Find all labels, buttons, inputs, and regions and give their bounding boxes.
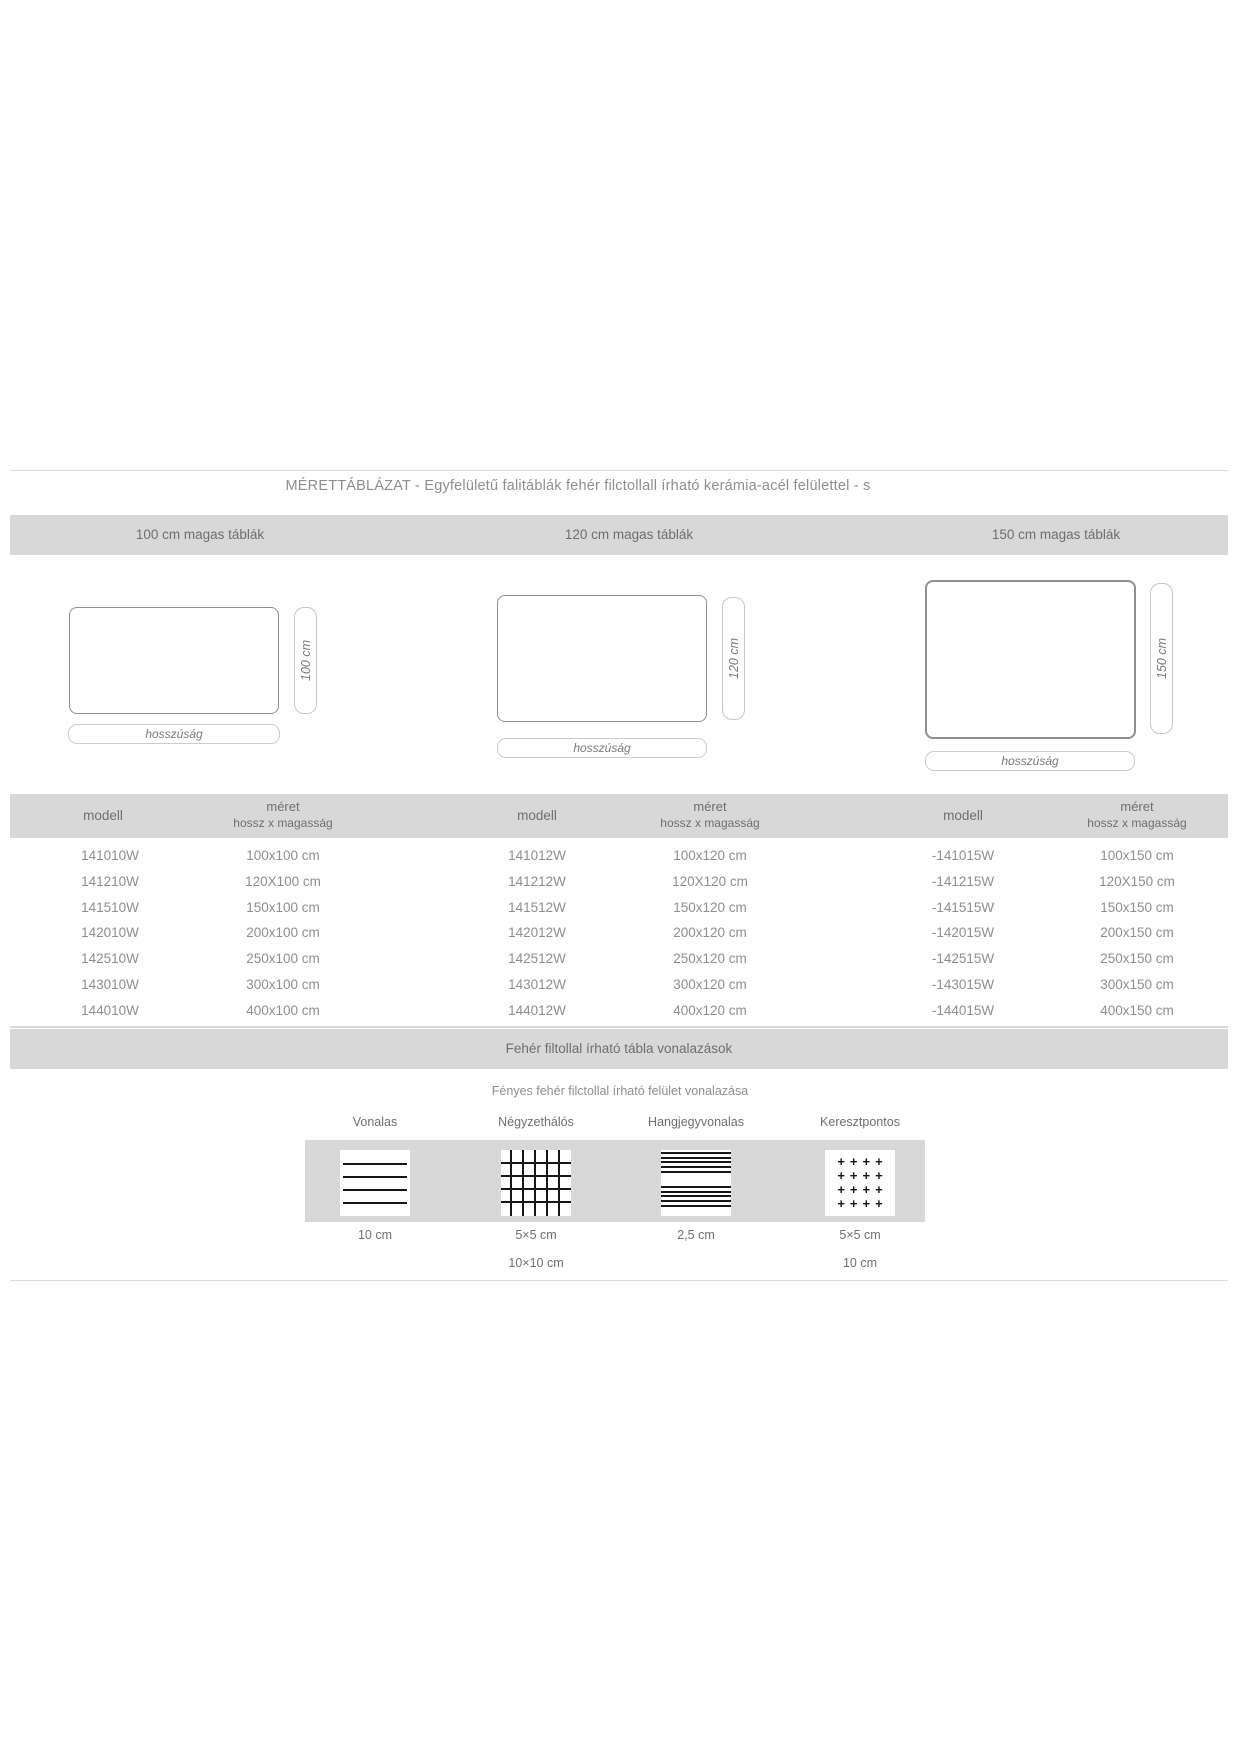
height-dimension-pill-120cm xyxy=(722,597,745,720)
model-cell: 144010W xyxy=(81,1002,139,1018)
size-cell: 150x120 cm xyxy=(673,899,747,915)
grid-vline xyxy=(510,1150,512,1216)
section-header-120cm: 120 cm magas táblák xyxy=(564,527,694,542)
size-header-line2: hossz x magasság xyxy=(660,816,760,830)
board-diagram-150cm xyxy=(925,580,1136,739)
cross-row: ++++ xyxy=(837,1196,888,1211)
line-patterns-header-bar xyxy=(10,1029,1228,1069)
staff-line xyxy=(661,1205,731,1207)
pattern-spacing-vonalas: 10 cm xyxy=(357,1228,393,1242)
size-header-line2: hossz x magasság xyxy=(1087,816,1187,830)
top-divider xyxy=(10,470,1228,471)
model-cell: -142015W xyxy=(931,925,995,941)
size-cell: 100x150 cm xyxy=(1100,848,1174,863)
board-heights-header-bar xyxy=(10,515,1228,555)
grid-vline xyxy=(546,1150,548,1216)
line-patterns-subtitle: Fényes fehér filctollal írható felület vonalazása xyxy=(491,1084,749,1098)
size-cell: 200x150 cm xyxy=(1100,925,1174,941)
table-bottom-divider xyxy=(10,1026,1228,1028)
model-cell: -141515W xyxy=(931,899,995,915)
column-header-size-1 xyxy=(203,799,363,831)
column-header-model-3: modell xyxy=(943,808,983,823)
length-dimension-pill-2: hosszúság xyxy=(497,738,707,758)
rule-line xyxy=(343,1202,407,1204)
staff-line xyxy=(661,1161,731,1163)
pattern-spacing-keresztpontos: 5×5 cm xyxy=(839,1228,881,1242)
size-cell: 250x120 cm xyxy=(673,951,747,967)
size-cell: 400x120 cm xyxy=(673,1002,747,1018)
staff-line xyxy=(661,1200,731,1202)
column-header-size-2 xyxy=(630,799,790,831)
model-cell: 141212W xyxy=(508,873,566,889)
size-cell: 300x120 cm xyxy=(673,976,747,992)
column-header-model-2: modell xyxy=(517,808,557,823)
line-patterns-title: Fehér filtollal írható tábla vonalazások xyxy=(505,1041,733,1056)
model-cell: 144012W xyxy=(508,1002,566,1018)
square-grid-swatch xyxy=(501,1150,571,1216)
column-header-model-1: modell xyxy=(83,808,123,823)
rule-line xyxy=(343,1176,407,1178)
model-cell: 141512W xyxy=(508,899,566,915)
model-cell: 143012W xyxy=(508,976,566,992)
pattern-spacing2-negyzethalos: 10×10 cm xyxy=(508,1256,564,1270)
size-cell: 250x150 cm xyxy=(1100,951,1174,967)
size-cell: 150x100 cm xyxy=(246,899,320,915)
table-row xyxy=(0,920,1240,946)
pattern-name-vonalas: Vonalas xyxy=(352,1115,398,1129)
model-cell: 142510W xyxy=(81,951,139,967)
height-label-120cm: 120 cm xyxy=(726,638,741,679)
rule-line xyxy=(343,1189,407,1191)
size-cell: 200x120 cm xyxy=(673,925,747,941)
height-label-100cm: 100 cm xyxy=(298,640,313,681)
staff-line xyxy=(661,1152,731,1154)
staff-line xyxy=(661,1195,731,1197)
table-row xyxy=(0,972,1240,998)
cross-row: ++++ xyxy=(837,1182,888,1197)
size-cell: 300x100 cm xyxy=(246,976,320,992)
size-header-line2: hossz x magasság xyxy=(233,816,333,830)
model-cell: 142012W xyxy=(508,925,566,941)
model-cell: 141012W xyxy=(508,848,566,863)
height-dimension-pill-150cm xyxy=(1150,583,1173,734)
length-dimension-pill-1: hosszúság xyxy=(68,724,280,744)
grid-vline xyxy=(522,1150,524,1216)
staff-line xyxy=(661,1171,731,1173)
size-cell: 400x100 cm xyxy=(246,1002,320,1018)
size-cell: 400x150 cm xyxy=(1100,1002,1174,1018)
music-staff-swatch xyxy=(661,1150,731,1216)
table-header-bar xyxy=(10,794,1228,838)
column-header-size-3 xyxy=(1057,799,1217,831)
model-cell: -144015W xyxy=(931,1002,995,1018)
size-cell: 120X100 cm xyxy=(245,873,321,889)
board-diagram-120cm xyxy=(497,595,707,722)
model-cell: 141210W xyxy=(81,873,139,889)
table-row xyxy=(0,946,1240,972)
table-row xyxy=(0,895,1240,921)
model-cell: -142515W xyxy=(931,951,995,967)
pattern-spacing-hangjegyvonalas: 2,5 cm xyxy=(677,1228,715,1242)
height-label-150cm: 150 cm xyxy=(1154,638,1169,679)
size-cell: 150x150 cm xyxy=(1100,899,1174,915)
bottom-divider xyxy=(10,1280,1228,1281)
size-cell: 120X120 cm xyxy=(672,873,748,889)
model-cell: 143010W xyxy=(81,976,139,992)
cross-dots-swatch xyxy=(825,1150,895,1216)
staff-line xyxy=(661,1166,731,1168)
staff-line xyxy=(661,1191,731,1193)
cross-row: ++++ xyxy=(837,1154,888,1169)
size-cell: 200x100 cm xyxy=(246,925,320,941)
height-dimension-pill-100cm xyxy=(294,607,317,714)
model-cell: 141510W xyxy=(81,899,139,915)
section-header-100cm: 100 cm magas táblák xyxy=(135,527,265,542)
size-cell: 250x100 cm xyxy=(246,951,320,967)
model-cell: -141215W xyxy=(931,873,995,889)
section-header-150cm: 150 cm magas táblák xyxy=(991,527,1121,542)
size-cell: 100x120 cm xyxy=(673,848,747,863)
size-table-body xyxy=(0,843,1240,1024)
grid-vline xyxy=(558,1150,560,1216)
model-cell: -141015W xyxy=(931,848,995,863)
size-header-line1: méret xyxy=(693,799,727,814)
model-cell: -143015W xyxy=(931,976,995,992)
size-header-line1: méret xyxy=(1120,799,1154,814)
size-cell: 300x150 cm xyxy=(1100,976,1174,992)
model-cell: 141010W xyxy=(81,848,139,863)
staff-line xyxy=(661,1186,731,1188)
ruled-lines-swatch xyxy=(340,1150,410,1216)
model-cell: 142512W xyxy=(508,951,566,967)
page-title: MÉRETTÁBLÁZAT - Egyfelületű falitáblák fehér filctollall írható kerámia-acél felülettel - s xyxy=(285,478,871,494)
pattern-name-keresztpontos: Keresztpontos xyxy=(820,1115,900,1129)
size-cell: 120X150 cm xyxy=(1099,873,1175,889)
grid-vline xyxy=(534,1150,536,1216)
rule-line xyxy=(343,1163,407,1165)
board-diagram-100cm xyxy=(69,607,279,714)
pattern-name-negyzethalos: Négyzethálós xyxy=(498,1115,574,1129)
size-header-line1: méret xyxy=(266,799,300,814)
table-row xyxy=(0,869,1240,895)
cross-row: ++++ xyxy=(837,1168,888,1183)
staff-line xyxy=(661,1157,731,1159)
table-row xyxy=(0,998,1240,1024)
pattern-spacing-negyzethalos: 5×5 cm xyxy=(515,1228,557,1242)
length-dimension-pill-3: hosszúság xyxy=(925,751,1135,771)
table-row xyxy=(0,843,1240,869)
pattern-spacing2-keresztpontos: 10 cm xyxy=(842,1256,878,1270)
size-cell: 100x100 cm xyxy=(246,848,320,863)
pattern-name-hangjegyvonalas: Hangjegyvonalas xyxy=(648,1115,744,1129)
model-cell: 142010W xyxy=(81,925,139,941)
